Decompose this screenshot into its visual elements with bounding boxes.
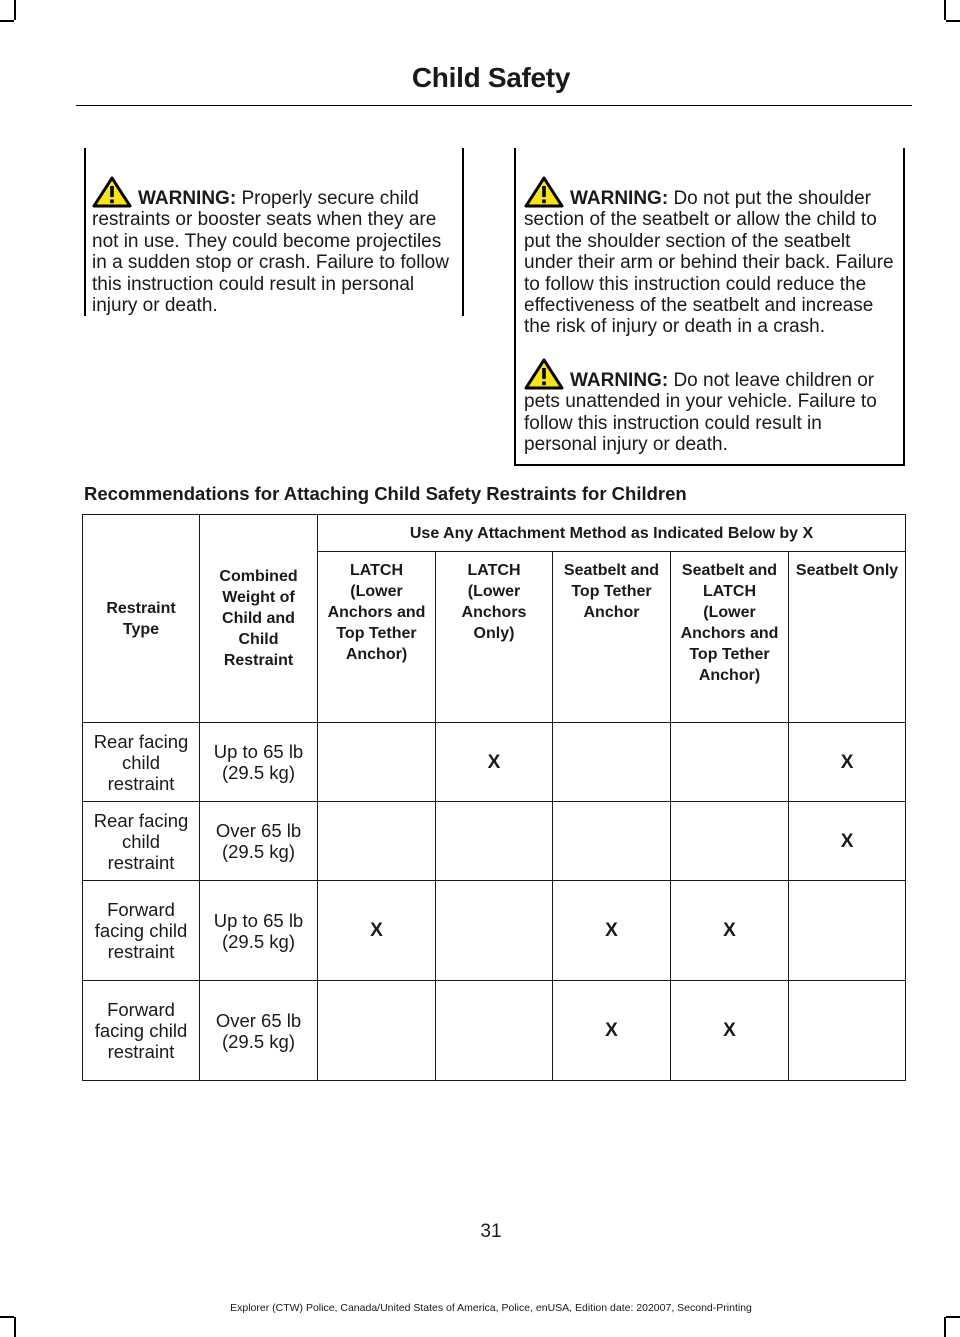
page-number: 31 <box>480 1221 502 1242</box>
column-header-method: Seatbelt and Top Tether Anchor <box>553 552 671 723</box>
method-mark-cell <box>436 802 553 881</box>
table-row <box>83 981 906 1081</box>
crop-mark <box>944 0 946 20</box>
table-row <box>83 881 906 981</box>
column-header-method: LATCH (Lower Anchors Only) <box>436 552 553 723</box>
warning-label: WARNING: <box>570 369 669 391</box>
page-title: Child Safety <box>411 62 571 93</box>
method-mark-cell: X <box>436 723 553 802</box>
crop-mark <box>14 1317 16 1337</box>
warning-text: Do not put the shoulder section of the seatbelt or allow the child to put the shoulder section of the seatbelt under their arm or behind their back. Failure to follow this instruction could reduce the effectiveness of the seatbelt and increase the risk of injury or death in a crash. <box>524 188 894 338</box>
method-mark-cell <box>553 723 671 802</box>
warning-box-right <box>514 148 905 466</box>
column-header-weight: Combined Weight of Child and Child Restraint <box>200 515 318 723</box>
column-group-header: Use Any Attachment Method as Indicated Below by X <box>318 515 906 552</box>
crop-mark <box>944 1317 946 1337</box>
weight-cell: Over 65 lb (29.5 kg) <box>200 981 318 1081</box>
crop-mark <box>14 0 16 20</box>
column-header-restraint-type: Restraint Type <box>83 515 200 723</box>
warning-paragraph <box>524 176 899 338</box>
method-mark-cell: X <box>789 802 906 881</box>
restraint-type-cell: Rear facing child restraint <box>83 802 200 881</box>
crop-mark <box>946 1316 960 1318</box>
method-mark-cell: X <box>671 881 789 981</box>
crop-mark <box>946 20 960 22</box>
warning-box-left <box>84 148 464 316</box>
attachment-recommendations-table <box>82 514 906 1081</box>
method-mark-cell <box>318 981 436 1081</box>
warning-text: Do not leave children or pets unattended in your vehicle. Failure to follow this instruction could result in personal injury or death. <box>524 369 877 456</box>
warning-triangle-icon <box>92 176 132 208</box>
restraint-type-cell: Rear facing child restraint <box>83 723 200 802</box>
method-mark-cell <box>436 981 553 1081</box>
warning-triangle-icon <box>524 358 564 390</box>
column-header-method: LATCH (Lower Anchors and Top Tether Anchor) <box>318 552 436 723</box>
method-mark-cell <box>318 723 436 802</box>
warning-paragraph <box>92 176 458 316</box>
method-mark-cell <box>789 981 906 1081</box>
table-row <box>83 802 906 881</box>
method-mark-cell <box>553 802 671 881</box>
weight-cell: Up to 65 lb (29.5 kg) <box>200 723 318 802</box>
method-mark-cell <box>436 881 553 981</box>
method-mark-cell <box>318 802 436 881</box>
method-mark-cell <box>671 723 789 802</box>
crop-mark <box>0 1316 14 1318</box>
crop-mark <box>0 20 14 22</box>
header-divider <box>76 105 912 106</box>
method-mark-cell: X <box>553 981 671 1081</box>
method-mark-cell: X <box>318 881 436 981</box>
method-mark-cell <box>789 881 906 981</box>
method-mark-cell: X <box>671 981 789 1081</box>
warning-label: WARNING: <box>570 188 669 209</box>
method-mark-cell: X <box>553 881 671 981</box>
warning-label: WARNING: <box>138 188 237 209</box>
method-mark-cell: X <box>789 723 906 802</box>
warning-text: Properly secure child restraints or booster seats when they are not in use. They could become projectiles in a sudden stop or crash. Failure to follow this instruction could result in personal injury or death. <box>92 188 449 317</box>
footer-edition-info: Explorer (CTW) Police, Canada/United States of America, Police, enUSA, Edition date: 202007, Second-Printing <box>230 1302 752 1314</box>
method-mark-cell <box>671 802 789 881</box>
restraint-type-cell: Forward facing child restraint <box>83 881 200 981</box>
weight-cell: Over 65 lb (29.5 kg) <box>200 802 318 881</box>
table-row <box>83 723 906 802</box>
column-header-method: Seatbelt and LATCH (Lower Anchors and Top Tether Anchor) <box>671 552 789 723</box>
table-heading: Recommendations for Attaching Child Safety Restraints for Children <box>84 483 687 504</box>
restraint-type-cell: Forward facing child restraint <box>83 981 200 1081</box>
warning-triangle-icon <box>524 176 564 208</box>
column-header-method: Seatbelt Only <box>789 552 906 723</box>
warning-paragraph <box>524 358 899 456</box>
weight-cell: Up to 65 lb (29.5 kg) <box>200 881 318 981</box>
